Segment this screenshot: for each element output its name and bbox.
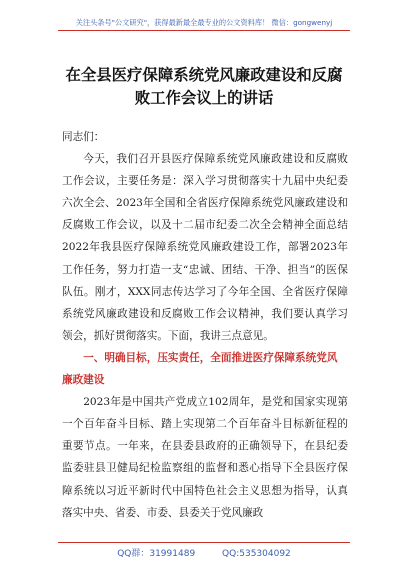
footer-qq-group: QQ群：31991489 xyxy=(117,549,196,559)
paragraph-section-1: 2023年是中国共产党成立102周年，是党和国家实现第一个百年奋斗目标、踏上实现第二个百年奋斗目标新征程的重要节点。一年来，在县委县政府的正确领导下，在县纪委监委驻县卫健局纪检监察组的监督和悉心指导下全县医疗保障系统以习近平新时代中国特色社会主义思想为指导，认真落实中央、省委、市委、县委关于党风廉政 xyxy=(62,396,348,519)
paragraph-opening: 今天，我们召开县医疗保障系统党风廉政建设和反腐败工作会议，主要任务是：深入学习贯彻落实十九届中央纪委六次全会、2023年全国和全省医疗保障系统党风廉政建设和反腐败工作会议，以及十二届市纪委二次全会精神全面总结2022年我县医疗保障系统党风廉政建设工作，部署2023年工作任务，努力打造一支“忠诚、团结、干净、担当”的医保队伍。刚才，XXX同志传达学习了今年全国、全省医疗保障系统党风廉政建设和反腐败工作会议精神，我们要认真学习领会，抓好贯彻落实。下面，我讲三点意见。 xyxy=(62,153,348,342)
footer-qq-number: QQ:535304092 xyxy=(222,549,291,559)
header-notice: 关注头条号"公文研究"，获得最新最全最专业的公文资料库！ 微信：gongwenyj xyxy=(58,17,350,31)
footer-contact xyxy=(58,542,350,559)
document-body xyxy=(62,126,348,524)
document-title xyxy=(50,64,358,110)
section-heading-1: 一、明确目标，压实责任，全面推进医疗保障系统党风廉政建设 xyxy=(62,351,338,387)
title-line-2: 败工作会议上的讲话 xyxy=(134,89,274,107)
title-line-1: 在全县医疗保障系统党风廉政建设和反腐 xyxy=(65,66,343,84)
salutation: 同志们： xyxy=(62,131,105,143)
